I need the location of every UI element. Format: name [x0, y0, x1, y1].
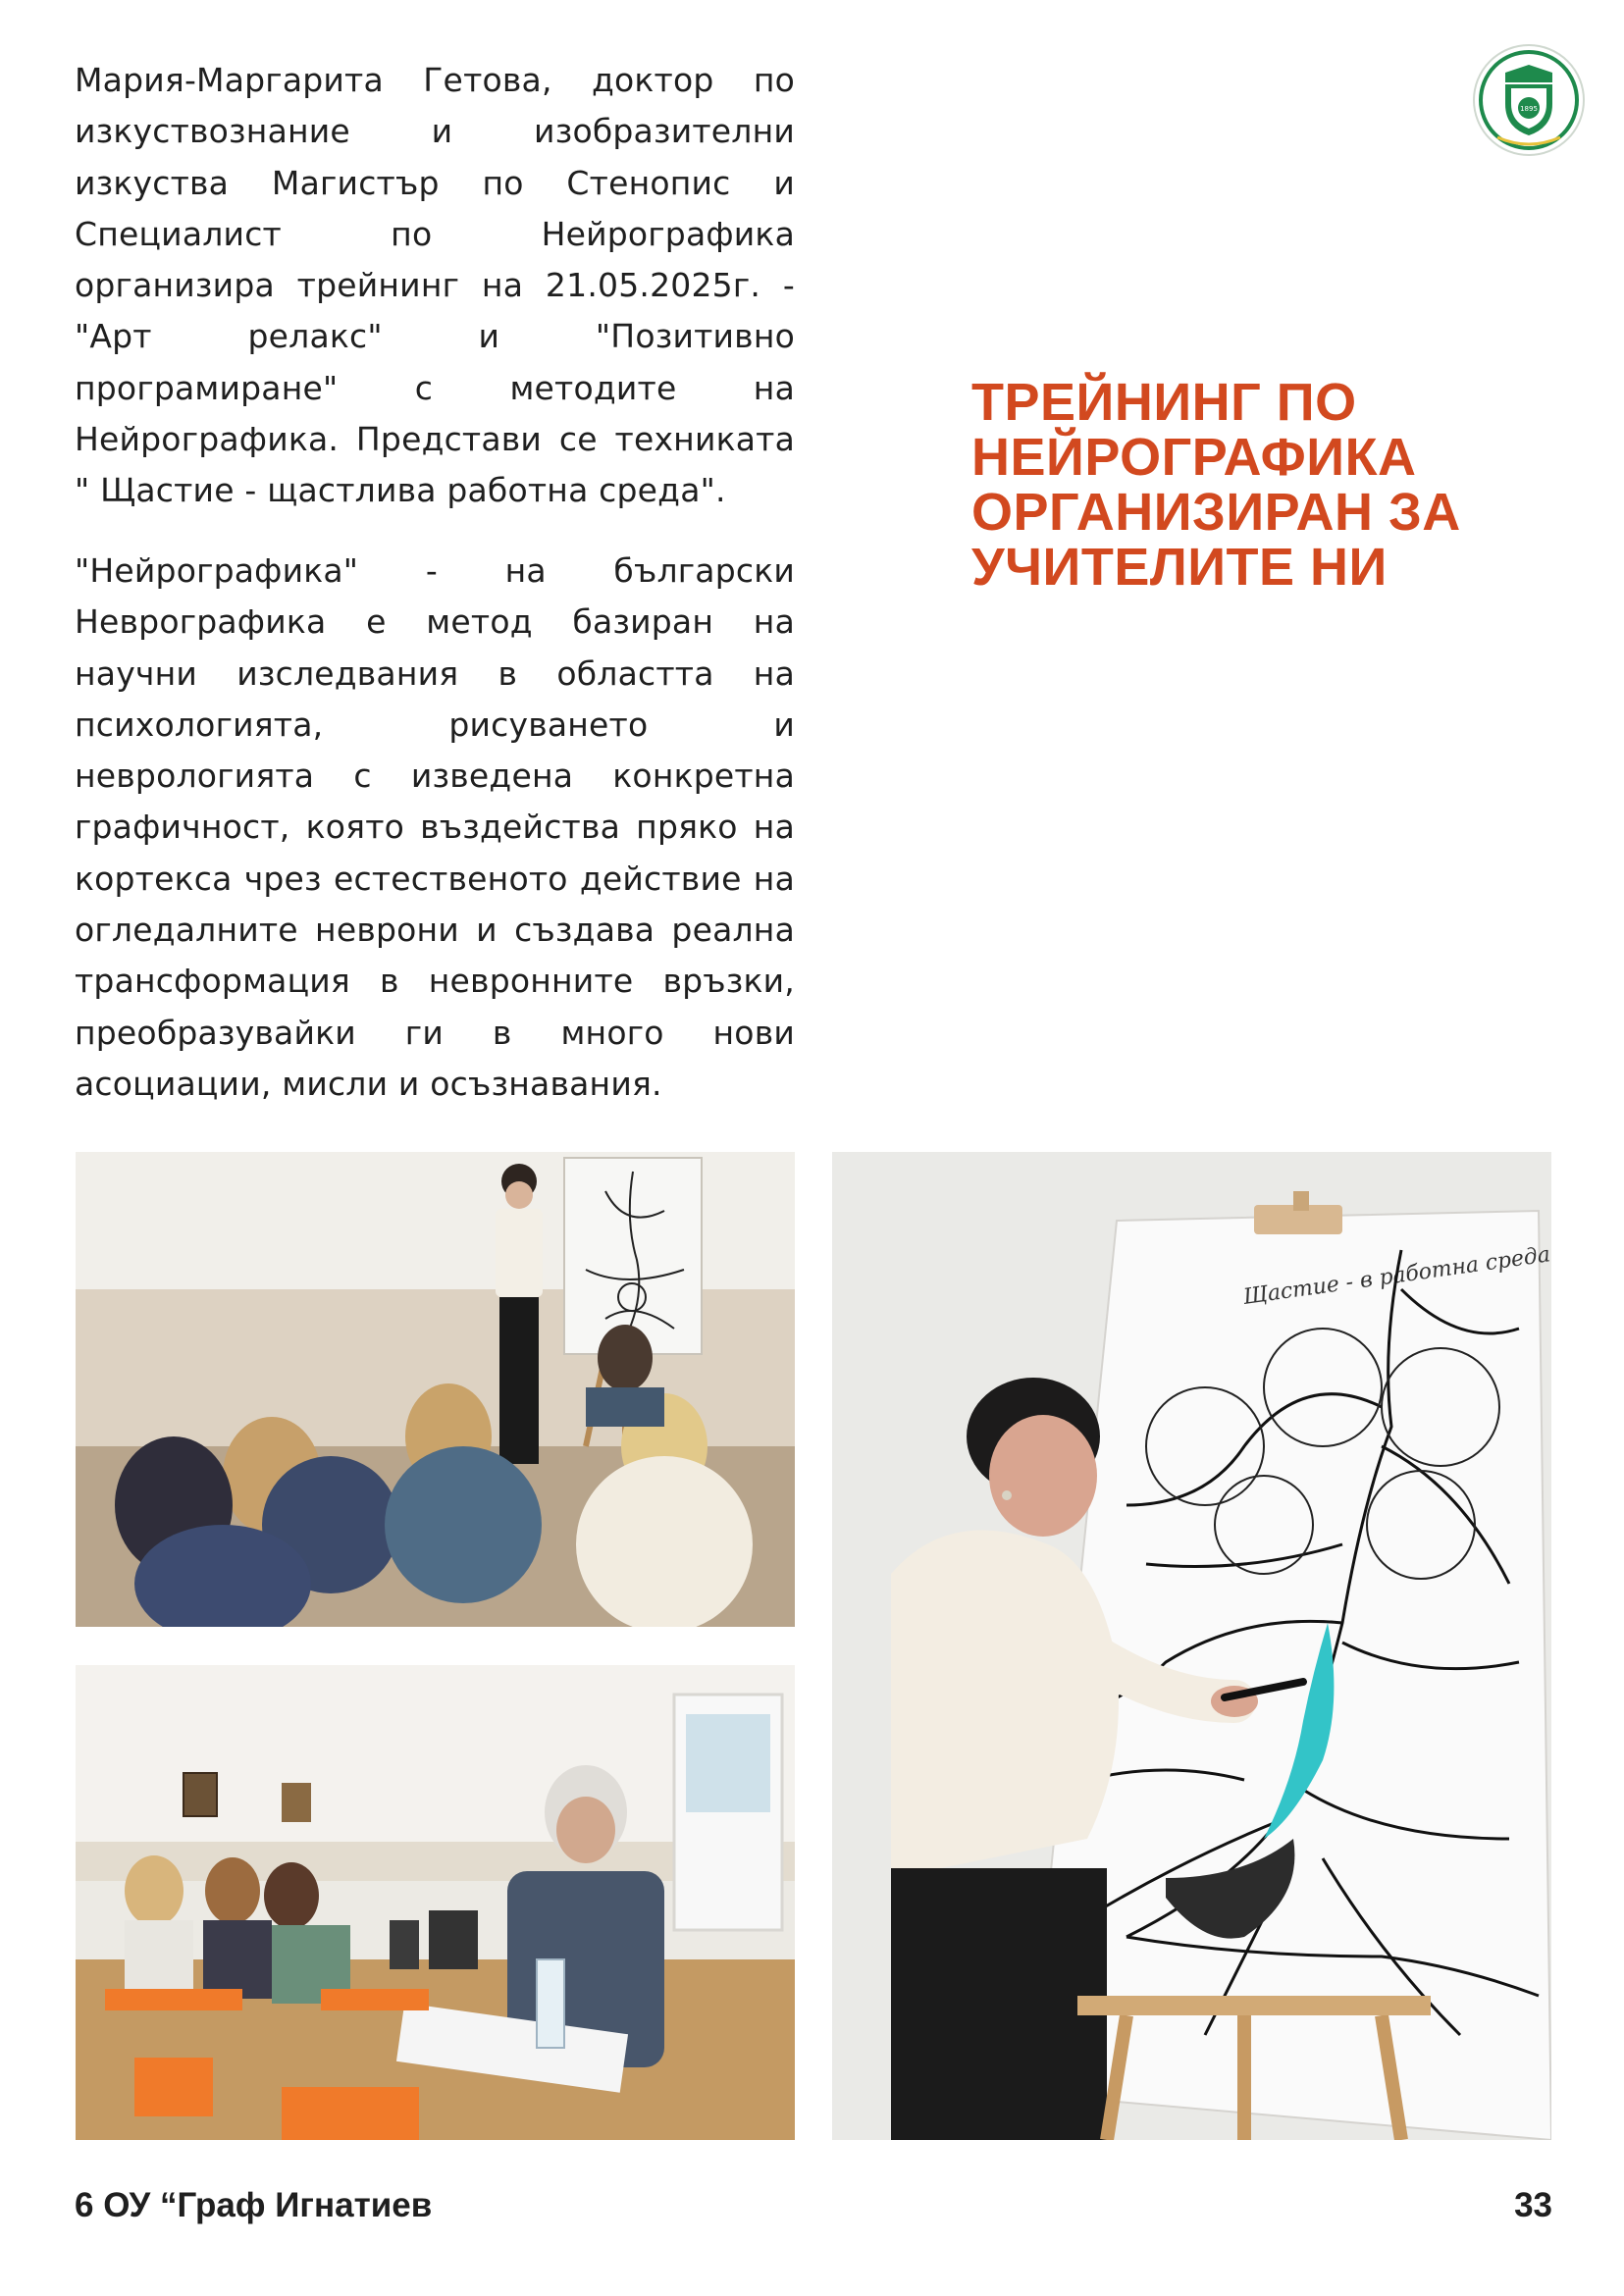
school-logo	[1472, 43, 1586, 157]
photo-presentation	[76, 1152, 795, 1627]
drawing-caption: Щастие - в работна среда	[1241, 1242, 1551, 1310]
photo-participants	[76, 1665, 795, 2140]
article-headline	[971, 375, 1521, 595]
headline-line-3: ОРГАНИЗИРАН ЗА	[971, 483, 1461, 542]
headline-line-1: ТРЕЙНИНГ ПО	[971, 373, 1357, 432]
logo-year: 1895	[1520, 105, 1538, 113]
page-number: 33	[1514, 2186, 1552, 2224]
headline-line-2: НЕЙРОГРАФИКА	[971, 428, 1417, 487]
article-paragraph-2: "Нейрографика" - на български Неврографика е метод базиран на научни изследвания в областта на психологията, рисуването и неврологията с изведена конкретна графичност, която въздейства пряко на кортекса чрез естественото действие на огледалните неврони и създава реална трансформация в невронните връзки, преобразувайки ги в много нови асоциации, мисли и осъзнавания.	[75, 551, 795, 1103]
photo-neurographics-drawing	[832, 1152, 1551, 2140]
footer-school-name: 6 ОУ “Граф Игнатиев	[75, 2186, 433, 2224]
headline-line-4: УЧИТЕЛИТЕ НИ	[971, 538, 1388, 597]
article-paragraph-1: Мария-Маргарита Гетова, доктор по изкуствознание и изобразителни изкуства Магистър по Стенопис и Специалист по Нейрографика организира трейнинг на 21.05.2025г. - "Арт релакс" и "Позитивно програмиране" с методите на Нейрографика. Представи се техниката " Щастие - щастлива работна среда".	[75, 61, 795, 510]
